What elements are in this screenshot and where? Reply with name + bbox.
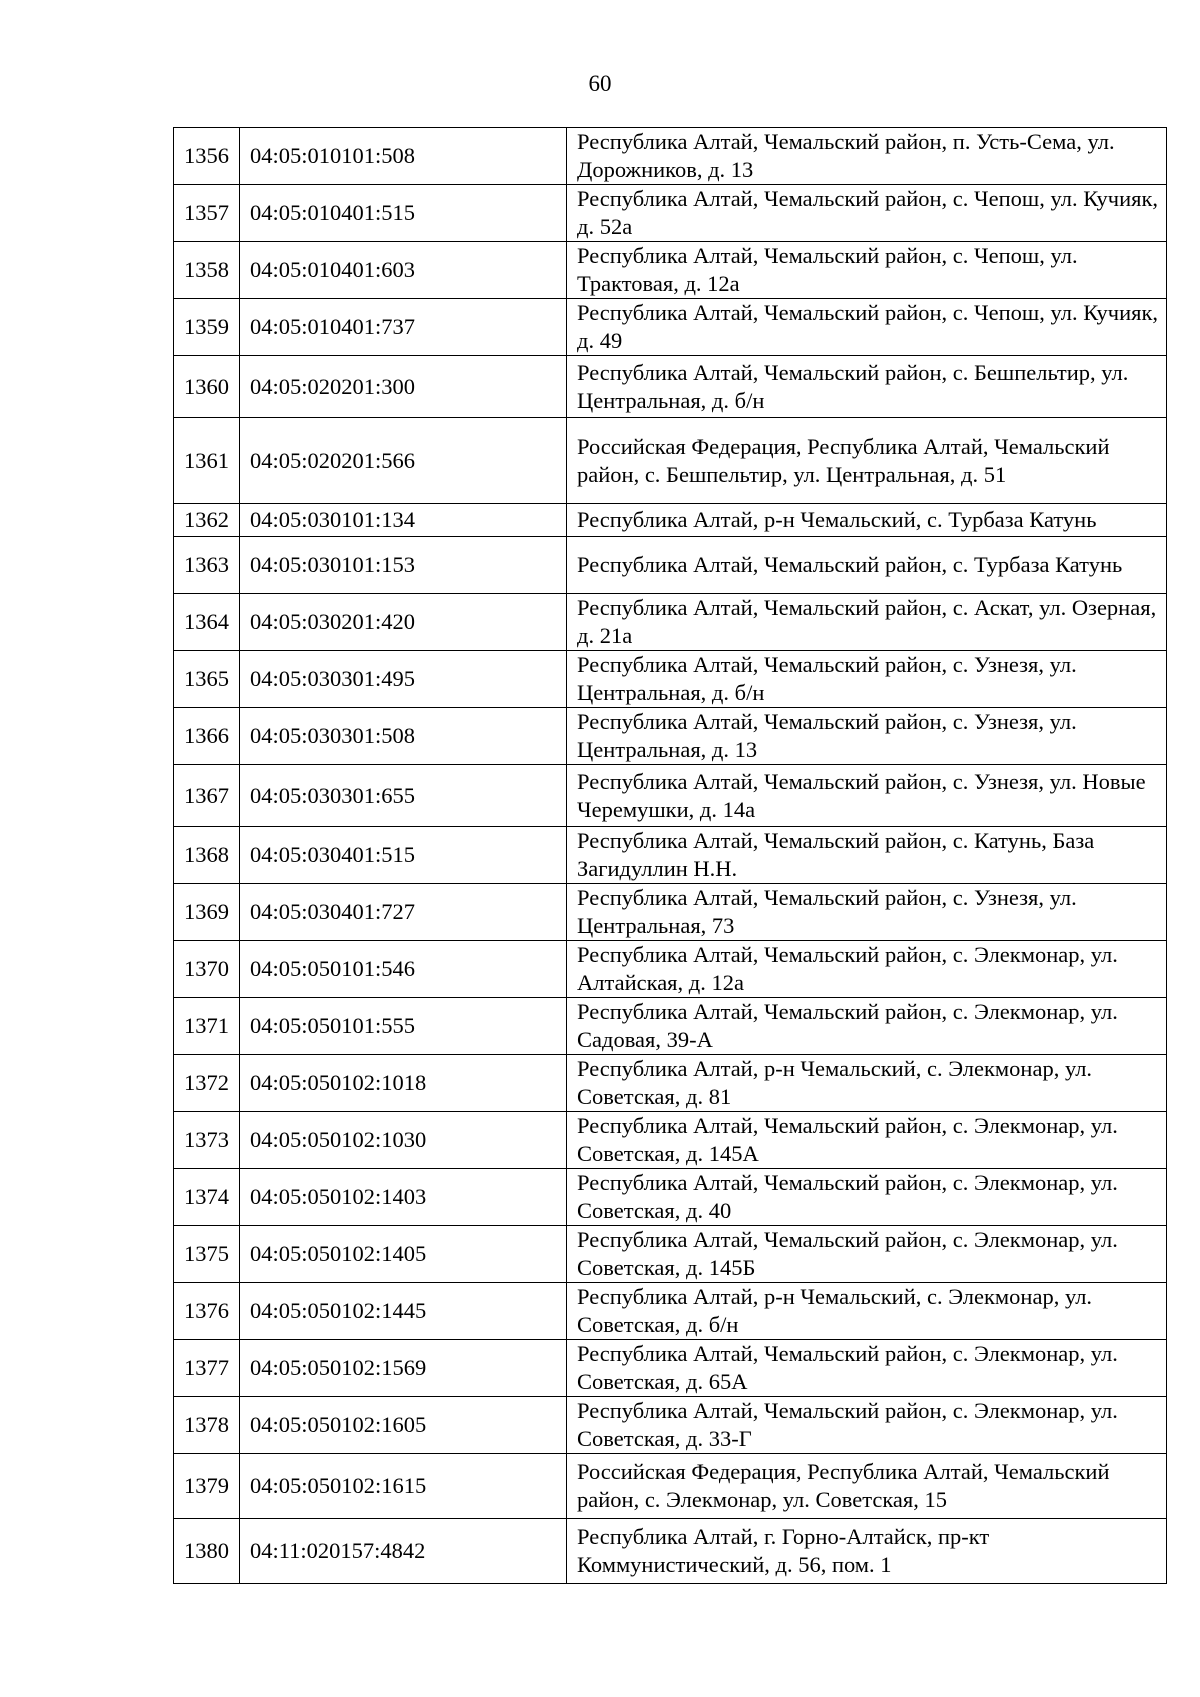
table-row	[174, 537, 1167, 594]
table-row	[174, 765, 1167, 827]
cadastral-number-cell: 04:05:030201:420	[240, 594, 567, 651]
row-number-cell: 1371	[174, 998, 240, 1055]
row-number-cell: 1369	[174, 884, 240, 941]
table-row	[174, 418, 1167, 504]
table-row	[174, 185, 1167, 242]
cadastral-number-cell: 04:05:030101:153	[240, 537, 567, 594]
table-row	[174, 1055, 1167, 1112]
address-cell: Республика Алтай, Чемальский район, с. Элекмонар, ул. Садовая, 39-А	[567, 998, 1167, 1055]
address-cell: Республика Алтай, Чемальский район, с. Узнезя, ул. Новые Черемушки, д. 14а	[567, 765, 1167, 827]
row-number-cell: 1358	[174, 242, 240, 299]
table-row	[174, 1519, 1167, 1584]
row-number-cell: 1357	[174, 185, 240, 242]
address-cell: Республика Алтай, Чемальский район, с. Аскат, ул. Озерная, д. 21а	[567, 594, 1167, 651]
address-cell: Республика Алтай, Чемальский район, с. Бешпельтир, ул. Центральная, д. б/н	[567, 356, 1167, 418]
table-row	[174, 1283, 1167, 1340]
table-row	[174, 1169, 1167, 1226]
cadastral-number-cell: 04:05:020201:300	[240, 356, 567, 418]
registry-table-body	[174, 128, 1167, 1584]
cadastral-number-cell: 04:05:030401:515	[240, 827, 567, 884]
cadastral-number-cell: 04:05:050102:1615	[240, 1454, 567, 1519]
row-number-cell: 1379	[174, 1454, 240, 1519]
address-cell: Республика Алтай, Чемальский район, с. Чепош, ул. Трактовая, д. 12а	[567, 242, 1167, 299]
row-number-cell: 1380	[174, 1519, 240, 1584]
address-cell: Российская Федерация, Республика Алтай, Чемальский район, с. Бешпельтир, ул. Центральная, д. 51	[567, 418, 1167, 504]
table-row	[174, 594, 1167, 651]
address-cell: Республика Алтай, Чемальский район, с. Узнезя, ул. Центральная, 73	[567, 884, 1167, 941]
cadastral-number-cell: 04:05:010401:603	[240, 242, 567, 299]
row-number-cell: 1375	[174, 1226, 240, 1283]
row-number-cell: 1372	[174, 1055, 240, 1112]
row-number-cell: 1370	[174, 941, 240, 998]
address-cell: Республика Алтай, Чемальский район, с. Элекмонар, ул. Советская, д. 33-Г	[567, 1397, 1167, 1454]
address-cell: Республика Алтай, Чемальский район, с. Узнезя, ул. Центральная, д. 13	[567, 708, 1167, 765]
address-cell: Республика Алтай, р-н Чемальский, с. Турбаза Катунь	[567, 504, 1167, 537]
table-row	[174, 884, 1167, 941]
cadastral-number-cell: 04:05:050101:555	[240, 998, 567, 1055]
cadastral-number-cell: 04:05:010401:515	[240, 185, 567, 242]
table-row	[174, 651, 1167, 708]
cadastral-number-cell: 04:05:050102:1405	[240, 1226, 567, 1283]
cadastral-number-cell: 04:05:030301:508	[240, 708, 567, 765]
cadastral-number-cell: 04:11:020157:4842	[240, 1519, 567, 1584]
row-number-cell: 1368	[174, 827, 240, 884]
cadastral-number-cell: 04:05:020201:566	[240, 418, 567, 504]
cadastral-number-cell: 04:05:050102:1018	[240, 1055, 567, 1112]
cadastral-number-cell: 04:05:030301:495	[240, 651, 567, 708]
row-number-cell: 1360	[174, 356, 240, 418]
row-number-cell: 1364	[174, 594, 240, 651]
table-row	[174, 356, 1167, 418]
address-cell: Республика Алтай, Чемальский район, с. Элекмонар, ул. Советская, д. 40	[567, 1169, 1167, 1226]
address-cell: Республика Алтай, Чемальский район, с. Элекмонар, ул. Советская, д. 65А	[567, 1340, 1167, 1397]
address-cell: Республика Алтай, Чемальский район, с. Элекмонар, ул. Советская, д. 145А	[567, 1112, 1167, 1169]
table-row	[174, 1454, 1167, 1519]
cadastral-number-cell: 04:05:050102:1403	[240, 1169, 567, 1226]
row-number-cell: 1367	[174, 765, 240, 827]
cadastral-number-cell: 04:05:050102:1605	[240, 1397, 567, 1454]
address-cell: Республика Алтай, Чемальский район, с. Катунь, База Загидуллин Н.Н.	[567, 827, 1167, 884]
table-row	[174, 1340, 1167, 1397]
row-number-cell: 1361	[174, 418, 240, 504]
cadastral-number-cell: 04:05:050102:1569	[240, 1340, 567, 1397]
row-number-cell: 1377	[174, 1340, 240, 1397]
table-row	[174, 299, 1167, 356]
address-cell: Республика Алтай, Чемальский район, с. Турбаза Катунь	[567, 537, 1167, 594]
table-row	[174, 941, 1167, 998]
row-number-cell: 1374	[174, 1169, 240, 1226]
cadastral-number-cell: 04:05:030301:655	[240, 765, 567, 827]
cadastral-number-cell: 04:05:030101:134	[240, 504, 567, 537]
row-number-cell: 1363	[174, 537, 240, 594]
cadastral-number-cell: 04:05:050101:546	[240, 941, 567, 998]
row-number-cell: 1359	[174, 299, 240, 356]
cadastral-number-cell: 04:05:010401:737	[240, 299, 567, 356]
address-cell: Республика Алтай, Чемальский район, с. Элекмонар, ул. Алтайская, д. 12а	[567, 941, 1167, 998]
row-number-cell: 1366	[174, 708, 240, 765]
row-number-cell: 1378	[174, 1397, 240, 1454]
table-row	[174, 1226, 1167, 1283]
row-number-cell: 1365	[174, 651, 240, 708]
registry-table	[173, 127, 1167, 1584]
row-number-cell: 1376	[174, 1283, 240, 1340]
cadastral-number-cell: 04:05:050102:1445	[240, 1283, 567, 1340]
row-number-cell: 1356	[174, 128, 240, 185]
table-row	[174, 827, 1167, 884]
address-cell: Республика Алтай, Чемальский район, с. Элекмонар, ул. Советская, д. 145Б	[567, 1226, 1167, 1283]
address-cell: Республика Алтай, Чемальский район, с. Чепош, ул. Кучияк, д. 49	[567, 299, 1167, 356]
address-cell: Республика Алтай, р-н Чемальский, с. Элекмонар, ул. Советская, д. 81	[567, 1055, 1167, 1112]
row-number-cell: 1373	[174, 1112, 240, 1169]
address-cell: Республика Алтай, Чемальский район, с. Чепош, ул. Кучияк, д. 52а	[567, 185, 1167, 242]
table-row	[174, 1112, 1167, 1169]
address-cell: Российская Федерация, Республика Алтай, Чемальский район, с. Элекмонар, ул. Советская, 15	[567, 1454, 1167, 1519]
address-cell: Республика Алтай, р-н Чемальский, с. Элекмонар, ул. Советская, д. б/н	[567, 1283, 1167, 1340]
table-row	[174, 504, 1167, 537]
table-row	[174, 1397, 1167, 1454]
cadastral-number-cell: 04:05:010101:508	[240, 128, 567, 185]
page-number: 60	[588, 71, 612, 96]
table-row	[174, 128, 1167, 185]
address-cell: Республика Алтай, Чемальский район, с. Узнезя, ул. Центральная, д. б/н	[567, 651, 1167, 708]
table-row	[174, 242, 1167, 299]
address-cell: Республика Алтай, г. Горно-Алтайск, пр-кт Коммунистический, д. 56, пом. 1	[567, 1519, 1167, 1584]
table-row	[174, 708, 1167, 765]
cadastral-number-cell: 04:05:030401:727	[240, 884, 567, 941]
cadastral-number-cell: 04:05:050102:1030	[240, 1112, 567, 1169]
table-row	[174, 998, 1167, 1055]
row-number-cell: 1362	[174, 504, 240, 537]
address-cell: Республика Алтай, Чемальский район, п. Усть-Сема, ул. Дорожников, д. 13	[567, 128, 1167, 185]
